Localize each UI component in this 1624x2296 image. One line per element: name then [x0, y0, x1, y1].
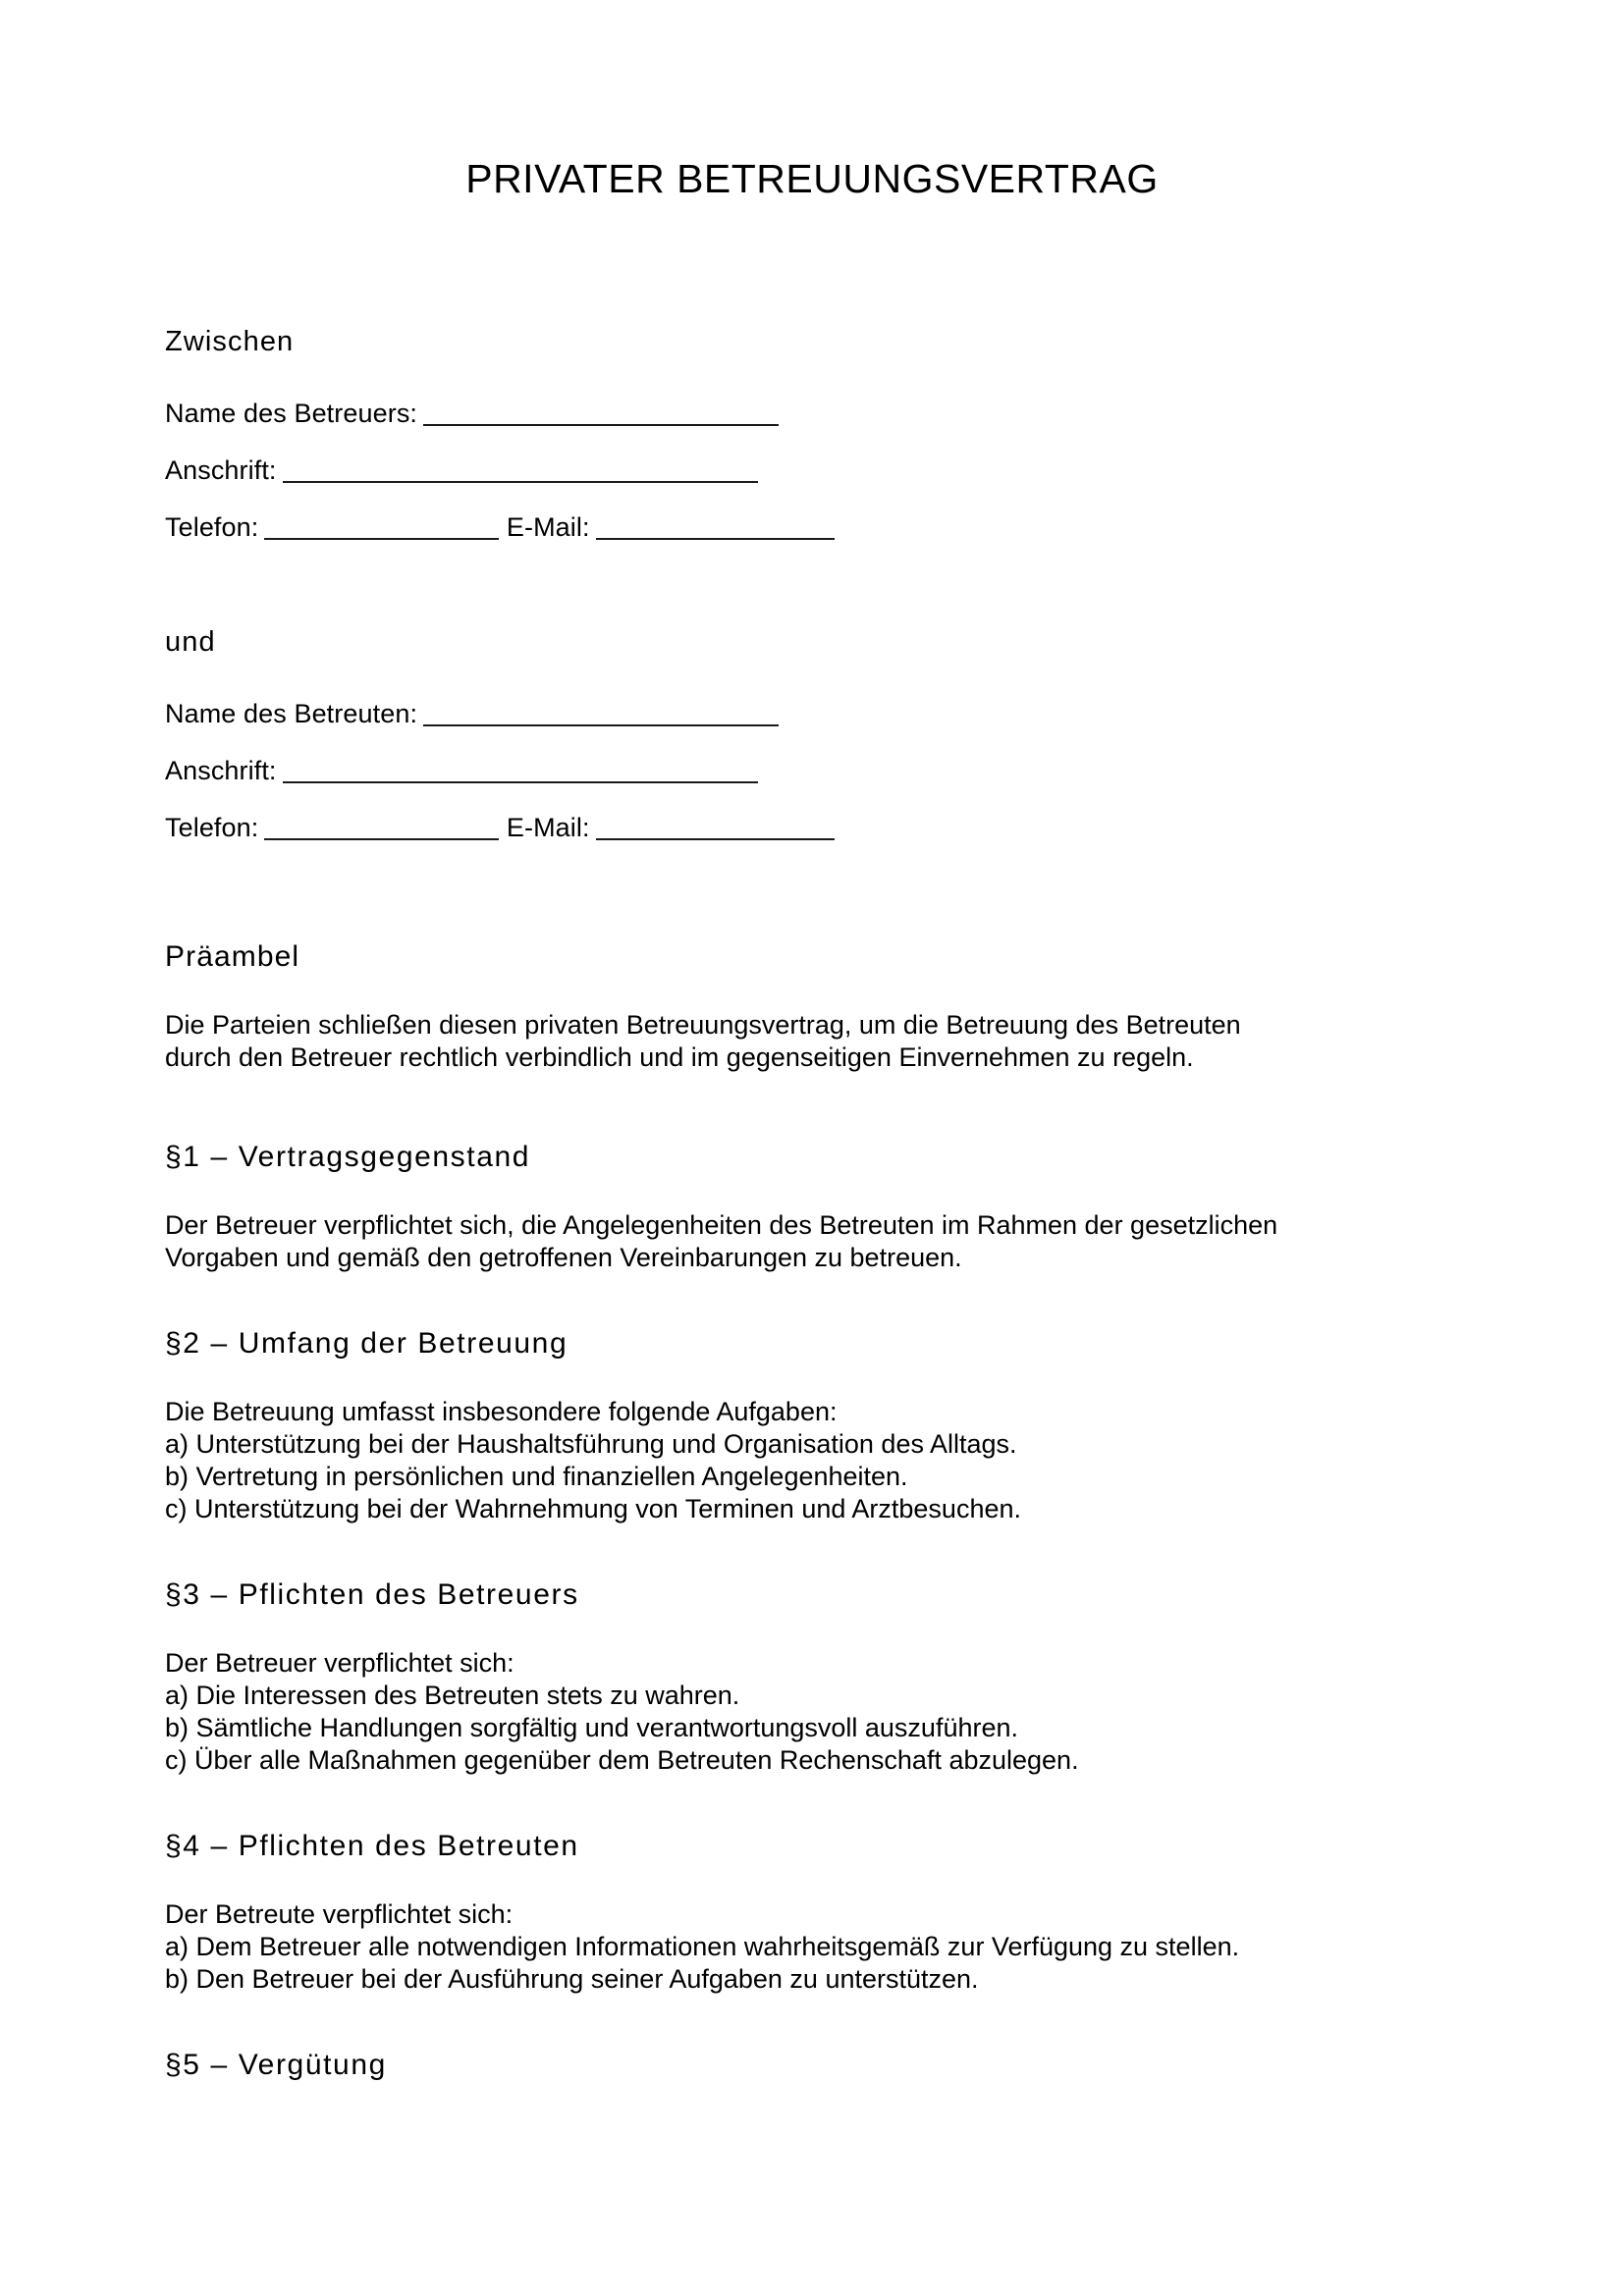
section-2-line-1: Die Betreuung umfasst insbesondere folgende Aufgaben: — [165, 1397, 838, 1426]
preamble-line-1: Die Parteien schließen diesen privaten Betreuungsvertrag, um die Betreuung des Betreuten — [165, 1010, 1241, 1040]
field-row-contact-betreuter — [165, 811, 1441, 844]
section-text-1 — [165, 1209, 1432, 1274]
label-name-betreuter: Name des Betreuten: — [165, 699, 418, 728]
section-1-line-1: Der Betreuer verpflichtet sich, die Angelegenheiten des Betreuten im Rahmen der gesetzlichen — [165, 1210, 1278, 1240]
section-3-line-3: b) Sämtliche Handlungen sorgfältig und verantwortungsvoll auszuführen. — [165, 1713, 1019, 1742]
section-heading-2: §2 – Umfang der Betreuung — [165, 1327, 568, 1360]
section-gap-1 — [165, 1074, 1441, 1139]
preamble-line-2: durch den Betreuer rechtlich verbindlich und im gegenseitigen Einvernehmen zu regeln. — [165, 1042, 1194, 1072]
section-4-line-3: b) Den Betreuer bei der Ausführung seiner Aufgaben zu unterstützen. — [165, 1964, 979, 1994]
preamble-gap — [165, 868, 1441, 938]
section-2-line-4: c) Unterstützung bei der Wahrnehmung von Terminen und Arztbesuchen. — [165, 1494, 1021, 1523]
field-row-name-betreuter — [165, 697, 1441, 730]
fill-line-email-betreuter[interactable] — [596, 838, 835, 840]
section-gap-4 — [165, 1777, 1441, 1828]
fill-line-name-betreuter[interactable] — [423, 724, 779, 726]
section-2-line-2: a) Unterstützung bei der Haushaltsführung und Organisation des Alltags. — [165, 1429, 1017, 1459]
fill-line-name-betreuer[interactable] — [423, 424, 779, 426]
section-gap-5 — [165, 1996, 1441, 2047]
section-3-line-1: Der Betreuer verpflichtet sich: — [165, 1648, 514, 1678]
preamble-heading: Präambel — [165, 940, 300, 973]
label-address-betreuter: Anschrift: — [165, 756, 277, 785]
fill-line-phone-betreuer[interactable] — [264, 538, 499, 540]
preamble-text — [165, 1009, 1432, 1074]
section-heading-4: §4 – Pflichten des Betreuten — [165, 1830, 579, 1862]
fill-line-address-betreuter[interactable] — [283, 781, 758, 783]
label-address-betreuer: Anschrift: — [165, 455, 277, 485]
label-email-betreuer: E-Mail: — [506, 512, 590, 542]
section-heading-5: §5 – Vergütung — [165, 2049, 387, 2081]
section-text-2 — [165, 1396, 1432, 1525]
section-gap-3 — [165, 1525, 1441, 1576]
fill-line-email-betreuer[interactable] — [596, 538, 835, 540]
section-1-line-2: Vorgaben und gemäß den getroffenen Vereinbarungen zu betreuen. — [165, 1243, 962, 1272]
parties-gap — [165, 567, 1441, 624]
label-phone-betreuer: Telefon: — [165, 512, 259, 542]
label-email-betreuter: E-Mail: — [506, 813, 590, 842]
section-4-line-1: Der Betreute verpflichtet sich: — [165, 1899, 514, 1929]
page-title: PRIVATER BETREUUNGSVERTRAG — [465, 156, 1159, 201]
section-text-3 — [165, 1647, 1432, 1777]
section-3-line-4: c) Über alle Maßnahmen gegenüber dem Betreuten Rechenschaft abzulegen. — [165, 1745, 1079, 1775]
document-body — [165, 324, 1441, 2117]
parties-conjunction: und — [165, 626, 216, 658]
fill-line-phone-betreuter[interactable] — [264, 838, 499, 840]
section-4-line-2: a) Dem Betreuer alle notwendigen Informationen wahrheitsgemäß zur Verfügung zu stellen. — [165, 1932, 1240, 1961]
section-3-line-2: a) Die Interessen des Betreuten stets zu wahren. — [165, 1681, 740, 1710]
field-row-address-betreuter — [165, 754, 1441, 787]
label-phone-betreuter: Telefon: — [165, 813, 259, 842]
section-gap-2 — [165, 1274, 1441, 1325]
label-name-betreuer: Name des Betreuers: — [165, 399, 418, 428]
section-text-4 — [165, 1898, 1432, 1996]
field-row-contact-betreuer — [165, 510, 1441, 544]
section-2-line-3: b) Vertretung in persönlichen und finanziellen Angelegenheiten. — [165, 1462, 908, 1491]
field-row-name-betreuer — [165, 397, 1441, 430]
section-heading-3: §3 – Pflichten des Betreuers — [165, 1578, 579, 1611]
section-heading-1: §1 – Vertragsgegenstand — [165, 1141, 531, 1173]
parties-first-heading: Zwischen — [165, 326, 295, 357]
fill-line-address-betreuer[interactable] — [283, 481, 758, 483]
field-row-address-betreuer — [165, 454, 1441, 487]
